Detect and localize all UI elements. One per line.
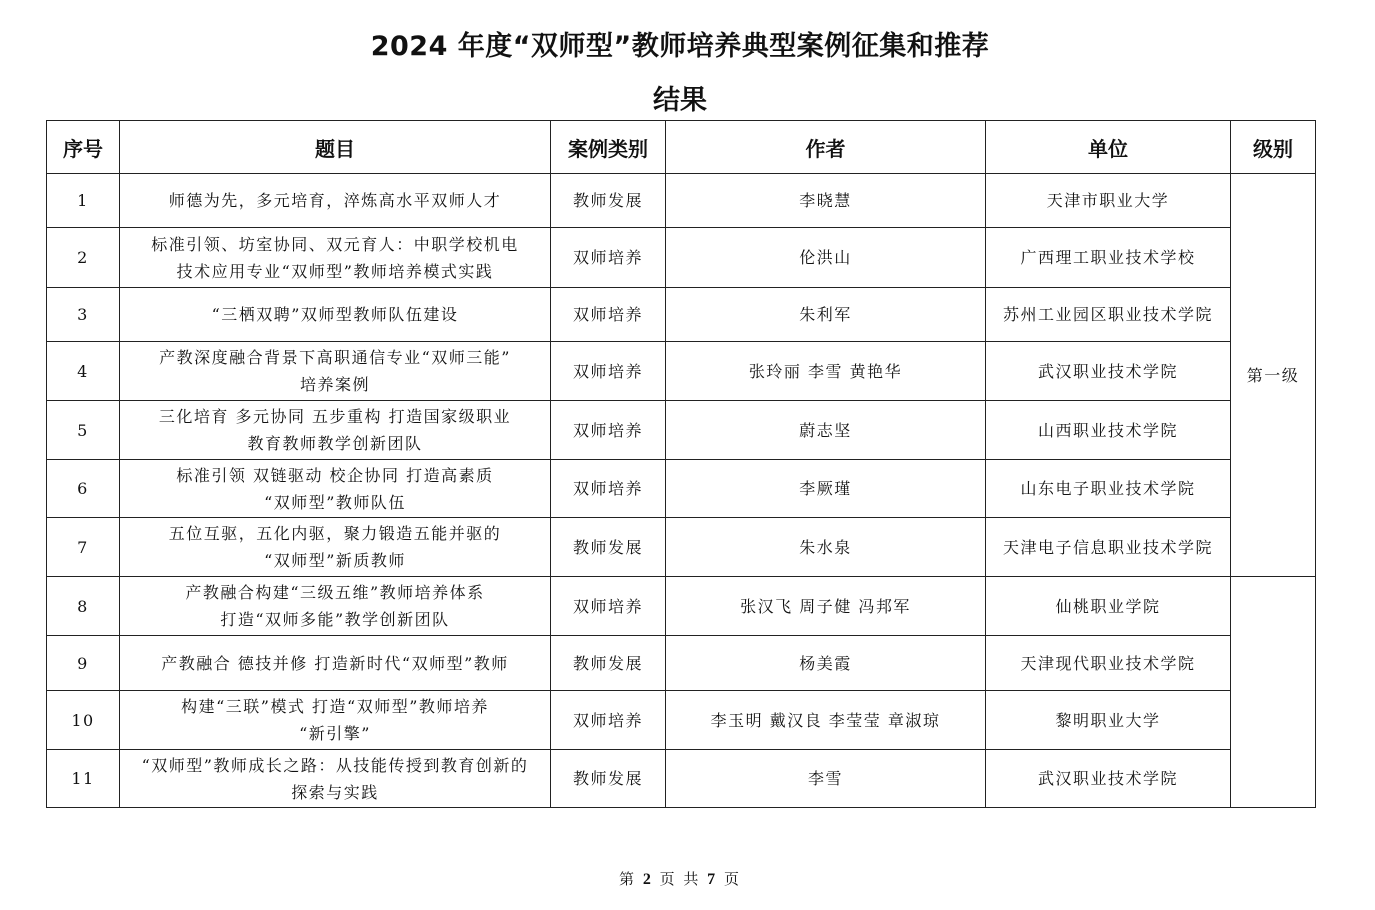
document-title: 2024 年度“双师型”教师培养典型案例征集和推荐 (370, 31, 990, 62)
header-level: 级别 (1231, 121, 1316, 174)
cell-title-line: 产教深度融合背景下高职通信专业“双师三能” (159, 348, 511, 367)
cell-unit: 山东电子职业技术学院 (986, 460, 1231, 518)
cell-index: 3 (47, 288, 120, 342)
header-unit: 单位 (986, 121, 1231, 174)
cell-author: 伦洪山 (666, 228, 986, 288)
cell-author: 朱利军 (666, 288, 986, 342)
cell-author: 蔚志坚 (666, 401, 986, 460)
cell-unit: 天津市职业大学 (986, 174, 1231, 228)
cell-index: 9 (47, 636, 120, 691)
cell-author: 张汉飞 周子健 冯邦军 (666, 577, 986, 636)
cell-title-line: “双师型”教师成长之路：从技能传授到教育创新的 (141, 755, 529, 775)
cell-title-line: 标准引领 双链驱动 校企协同 打造高素质 (176, 465, 494, 485)
table-row (47, 288, 1316, 342)
cell-index: 2 (47, 228, 120, 288)
cell-category: 双师培养 (551, 342, 666, 401)
table-row (47, 750, 1316, 808)
cell-title (120, 228, 551, 288)
cell-title-line: 培养案例 (299, 375, 370, 394)
cell-title-line: “三栖双聘”双师型教师队伍建设 (211, 305, 459, 324)
page-suffix: 页 (723, 870, 741, 888)
cell-level (1231, 577, 1316, 808)
cell-title (120, 401, 551, 460)
cell-title-line: “双师型”教师队伍 (264, 492, 406, 512)
table-row (47, 401, 1316, 460)
cell-level: 第一级 (1231, 174, 1316, 577)
page-prefix: 第 (619, 870, 637, 888)
cell-unit: 苏州工业园区职业技术学院 (986, 288, 1231, 342)
cell-unit: 山西职业技术学院 (986, 401, 1231, 460)
cell-title (120, 518, 551, 577)
cell-unit: 天津电子信息职业技术学院 (986, 518, 1231, 577)
page-current: 2 (642, 871, 653, 888)
cell-title (120, 342, 551, 401)
cell-title (120, 288, 551, 342)
cell-category: 教师发展 (551, 174, 666, 228)
table-row (47, 636, 1316, 691)
cell-unit: 仙桃职业学院 (986, 577, 1231, 636)
table-header-row (47, 121, 1316, 174)
cell-index: 1 (47, 174, 120, 228)
cell-title-line: 产教融合构建“三级五维”教师培养体系 (185, 583, 485, 602)
header-index: 序号 (47, 121, 120, 174)
cell-category: 教师发展 (551, 636, 666, 691)
cell-unit: 天津现代职业技术学院 (986, 636, 1231, 691)
cell-index: 11 (47, 750, 120, 808)
header-title: 题目 (120, 121, 551, 174)
cell-index: 8 (47, 577, 120, 636)
cell-category: 教师发展 (551, 750, 666, 808)
table-body (47, 174, 1316, 808)
cell-title-line: 师德为先，多元培育，淬炼高水平双师人才 (168, 191, 502, 210)
cell-index: 5 (47, 401, 120, 460)
table-row (47, 460, 1316, 518)
cell-author: 张玲丽 李雪 黄艳华 (666, 342, 986, 401)
cell-unit: 黎明职业大学 (986, 691, 1231, 750)
table-row (47, 342, 1316, 401)
cell-category: 双师培养 (551, 228, 666, 288)
cell-category: 教师发展 (551, 518, 666, 577)
cell-title-line: 构建“三联”模式 打造“双师型”教师培养 (181, 697, 489, 716)
cell-category: 双师培养 (551, 288, 666, 342)
page-mid: 页 共 (659, 870, 701, 888)
header-author: 作者 (666, 121, 986, 174)
page-footer (0, 868, 1360, 889)
cell-unit: 武汉职业技术学院 (986, 750, 1231, 808)
cell-category: 双师培养 (551, 401, 666, 460)
table-row (47, 691, 1316, 750)
document-subtitle: 结果 (653, 85, 707, 116)
cell-title (120, 577, 551, 636)
cell-author: 李玉明 戴汉良 李莹莹 章淑琼 (666, 691, 986, 750)
cell-title-line: “新引擎” (299, 724, 371, 743)
cell-title-line: 三化培育 多元协同 五步重构 打造国家级职业 (158, 407, 512, 426)
cell-author: 李晓慧 (666, 174, 986, 228)
cell-title-line: 技术应用专业“双师型”教师培养模式实践 (176, 261, 494, 281)
cell-title-line: 产教融合 德技并修 打造新时代“双师型”教师 (161, 653, 509, 673)
cell-title-line: 标准引领、坊室协同、双元育人：中职学校机电 (151, 234, 519, 254)
cell-title-line: 教育教师教学创新团队 (247, 434, 423, 453)
cell-author: 李厥瑾 (666, 460, 986, 518)
cell-index: 7 (47, 518, 120, 577)
cell-title (120, 636, 551, 691)
cell-title-line: “双师型”新质教师 (264, 551, 406, 570)
cell-title-line: 五位互驱，五化内驱，聚力锻造五能并驱的 (168, 524, 502, 543)
cell-unit: 广西理工职业技术学校 (986, 228, 1231, 288)
cell-unit: 武汉职业技术学院 (986, 342, 1231, 401)
cell-title (120, 460, 551, 518)
cell-title-line: 探索与实践 (291, 782, 379, 802)
cell-author: 朱水泉 (666, 518, 986, 577)
table-row (47, 228, 1316, 288)
table-row (47, 577, 1316, 636)
cell-index: 4 (47, 342, 120, 401)
cell-category: 双师培养 (551, 691, 666, 750)
cell-category: 双师培养 (551, 460, 666, 518)
cell-author: 杨美霞 (666, 636, 986, 691)
cell-category: 双师培养 (551, 577, 666, 636)
cell-title (120, 174, 551, 228)
cell-index: 10 (47, 691, 120, 750)
cell-title (120, 750, 551, 808)
page-total: 7 (707, 871, 718, 888)
cell-title (120, 691, 551, 750)
cell-title-line: 打造“双师多能”教学创新团队 (220, 610, 450, 629)
header-category: 案例类别 (551, 121, 666, 174)
cell-author: 李雪 (666, 750, 986, 808)
table-row (47, 518, 1316, 577)
cell-index: 6 (47, 460, 120, 518)
results-table (46, 120, 1316, 808)
table-row (47, 174, 1316, 228)
